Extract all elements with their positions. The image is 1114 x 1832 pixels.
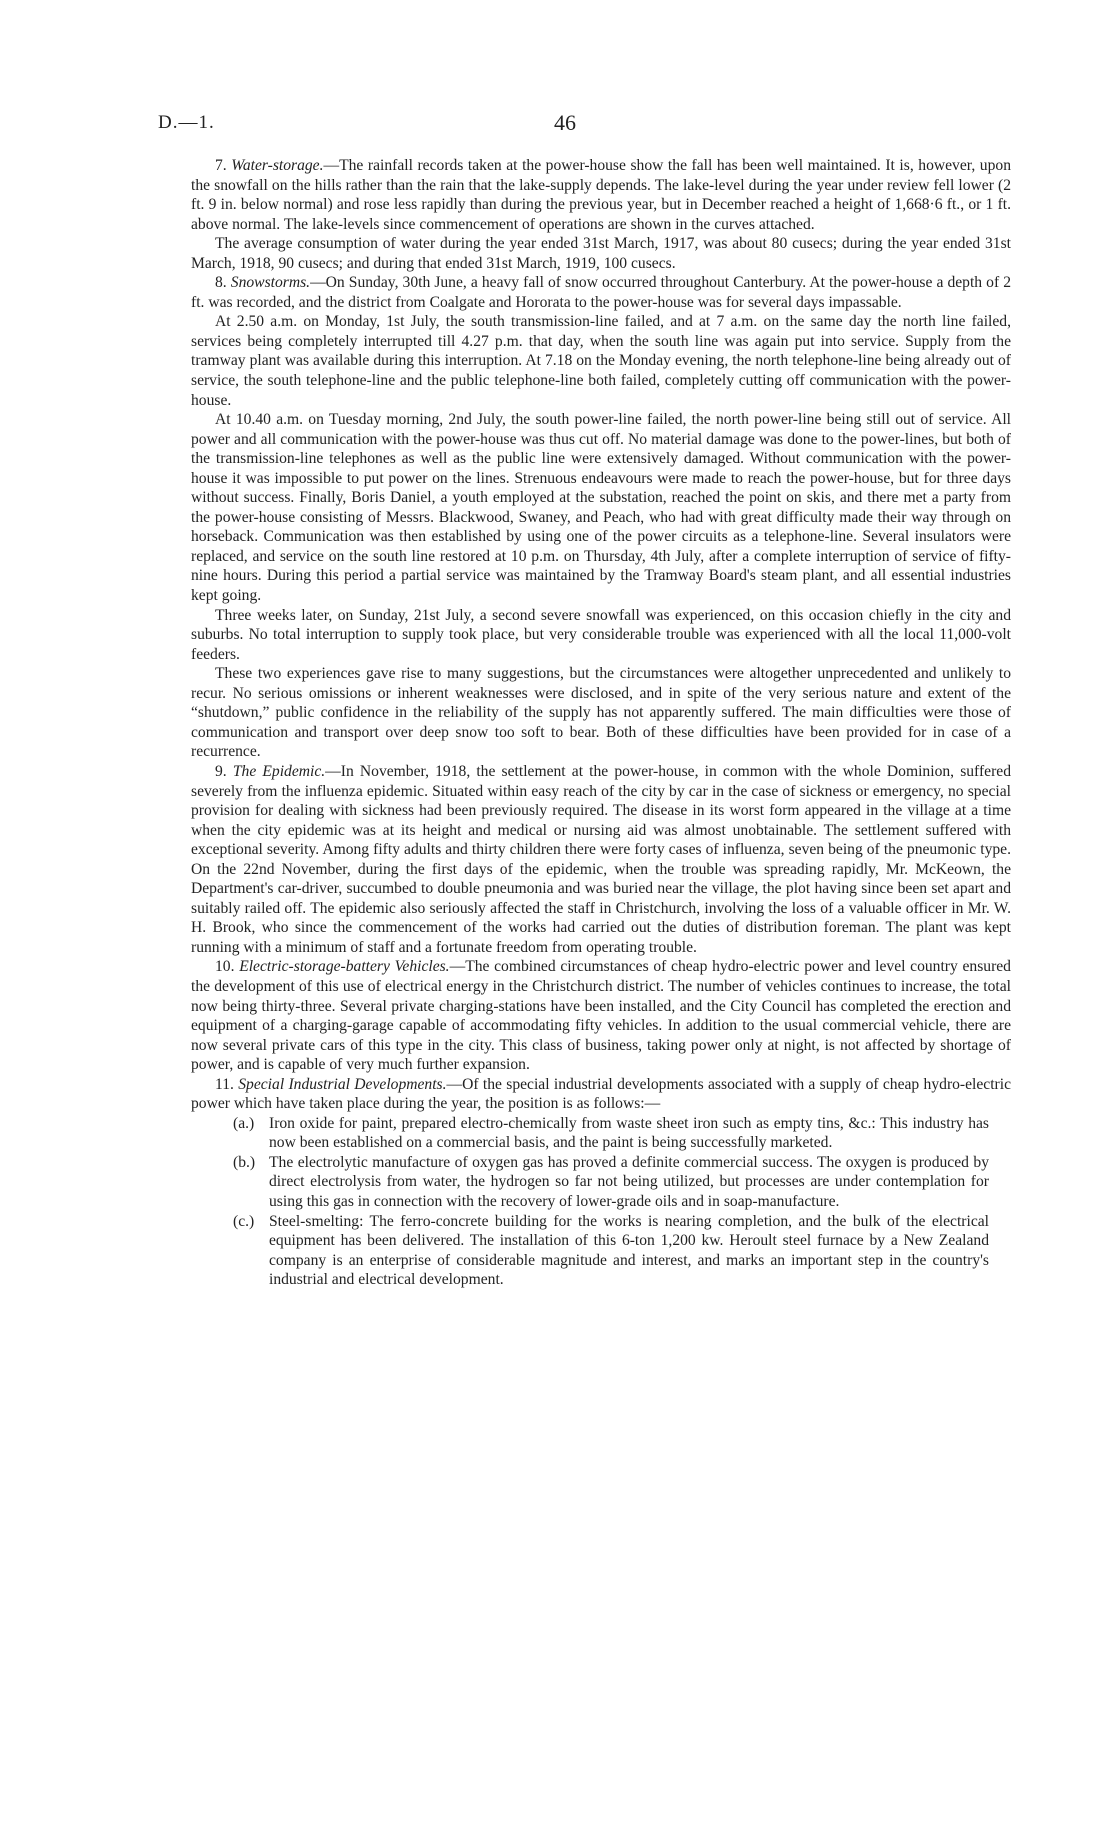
list-item-text: Iron oxide for paint, prepared electro-chemically from waste sheet iron such as empty tins, &c.: This industry has now been established on a commercial basis, and the paint is being successfully marketed. — [269, 1114, 989, 1152]
document-reference: D.—1. — [158, 112, 215, 133]
list-item-text: Steel-smelting: The ferro-concrete building for the works is nearing completion, and the bulk of the electrical equipment has been delivered. The installation of this 6-ton 1,200 kw. Heroult steel furnace by a New Zealand company is an enterprise of considerable magnitude and interest, and marks an important step in the country's industrial and electrical development. — [269, 1212, 989, 1289]
paragraph-number: 11. — [215, 1075, 234, 1093]
developments-list — [191, 1114, 1011, 1290]
paragraph-8 — [191, 273, 1011, 312]
paragraph-8e: These two experiences gave rise to many suggestions, but the circumstances were altogether unprecedented and unlikely to recur. No serious omissions or inherent weaknesses were disclosed, and in spite of the very serious nature and extent of the “shutdown,” public confidence in the reliability of the supply has not apparently suffered. The main difficulties were those of communication and transport over deep snow too soft to bear. Both of these difficulties have been provided for in case of a recurrence. — [191, 665, 1011, 761]
paragraph-text: —The combined circumstances of cheap hydro-electric power and level country ensured the development of this use of electrical energy in the Christchurch district. The number of vehicles continues to increase, the total now being thirty-three. Several private charging-stations have been installed, and the City Council has completed the erection and equipment of a charging-garage capable of accommodating fifty vehicles. In addition to the usual commercial vehicle, there are now several private cars of this type in the city. This class of business, taking power only at night, is not affected by shortage of power, and is capable of very much further expansion. — [191, 958, 1011, 1074]
section-title: Water-storage. — [231, 157, 324, 174]
paragraph-11 — [191, 1075, 1011, 1114]
paragraph-text: —In November, 1918, the settlement at the power-house, in common with the whole Dominion, suffered severely from the influenza epidemic. Situated within easy reach of the city by car in the case of sickness or emergency, no special provision for dealing with sickness had been previously required. The disease in its worst form appeared in the village at a time when the city epidemic was at its height and medical or nursing aid was almost unobtainable. The settlement suffered with exceptional severity. Among fifty adults and thirty children there were forty cases of influenza, seven being of the pneumonic type. On the 22nd November, during the first days of the epidemic, when the trouble was spreading rapidly, Mr. McKeown, the Department's car-driver, succumbed to double pneumonia and was buried near the village, the plot having since been set apart and suitably railed off. The epidemic also seriously affected the staff in Christchurch, involving the loss of a valuable officer in Mr. W. H. Brook, who since the commencement of the works had carried out the duties of distribution foreman. The plant was kept running with a minimum of staff and a fortunate freedom from operating trouble. — [191, 762, 1011, 956]
list-item-marker: (c.) — [233, 1212, 255, 1230]
paragraph-number: 9. — [215, 762, 227, 780]
page-number: 46 — [554, 110, 576, 135]
paragraph-8c: At 10.40 a.m. on Tuesday morning, 2nd July, the south power-line failed, the north power-line being still out of service. All power and all communication with the power-house was thus cut off. No material damage was done to the power-lines, but both of the transmission-line telephones as well as the public line were extensively damaged. Without communication with the power-house it was impossible to put power on the lines. Strenuous endeavours were made to reach the power-house, but for three days without success. Finally, Boris Daniel, a youth employed at the substation, reached the point on skis, and there met a party from the power-house consisting of Messrs. Blackwood, Swaney, and Peach, who had with great difficulty made their way through on horseback. Communication was then established by using one of the power circuits as a telephone-line. Several insulators were replaced, and service on the south line restored at 10 p.m. on Thursday, 4th July, after a complete interruption of service of fifty-nine hours. During this period a partial service was maintained by the Tramway Board's steam plant, and all essential industries kept going. — [191, 411, 1011, 605]
list-item — [191, 1114, 1011, 1153]
section-title: Special Industrial Developments. — [238, 1075, 447, 1093]
paragraph-8d: Three weeks later, on Sunday, 21st July, a second severe snowfall was experienced, on this occasion chiefly in the city and suburbs. No total interruption to supply took place, but very considerable trouble was experienced with all the local 11,000-volt feeders. — [191, 606, 1011, 663]
list-item — [191, 1212, 1011, 1290]
paragraph-number: 7. — [215, 157, 227, 174]
list-item-marker: (a.) — [233, 1114, 255, 1132]
paragraph-text: —The rainfall records taken at the power-house show the fall has been well maintained. It is, however, upon the snowfall on the hills rather than the rain that the lake-supply depends. The lake-level during the year under review fell lower (2 ft. 9 in. below normal) and rose less rapidly than during the previous year, but in December reached a height of 1,668·6 ft., or 1 ft. above normal. The lake-levels since commencement of operations are shown in the curves attached. — [191, 157, 1011, 233]
paragraph-9 — [191, 762, 1011, 957]
section-title: Snowstorms. — [230, 274, 311, 292]
document-body — [191, 156, 1011, 1290]
list-item-marker: (b.) — [233, 1153, 256, 1171]
list-item — [191, 1153, 1011, 1212]
paragraph-7b: The average consumption of water during the year ended 31st March, 1917, was about 80 cusecs; during the year ended 31st March, 1918, 90 cusecs; and during that ended 31st March, 1919, 100 cusecs. — [191, 235, 1011, 272]
paragraph-number: 10. — [215, 958, 235, 976]
section-title: The Epidemic. — [232, 762, 326, 780]
paragraph-10 — [191, 957, 1011, 1074]
section-title: Electric-storage-battery Vehicles. — [239, 958, 450, 976]
paragraph-text: —Of the special industrial developments associated with a supply of cheap hydro-electric power which have taken place during the year, the position is as follows:— — [191, 1075, 1011, 1113]
paragraph-text: —On Sunday, 30th June, a heavy fall of snow occurred throughout Canterbury. At the power-house a depth of 2 ft. was recorded, and the district from Coalgate and Hororata to the power-house was for several days impassable. — [191, 274, 1012, 311]
paragraph-8b: At 2.50 a.m. on Monday, 1st July, the south transmission-line failed, and at 7 a.m. on the same day the north line failed, services being completely interrupted till 4.27 p.m. that day, when the south line was again put into service. Supply from the tramway plant was available during this interruption. At 7.18 on the Monday evening, the north telephone-line being already out of service, the south telephone-line and the public telephone-line both failed, completely cutting off communication with the power-house. — [191, 313, 1011, 409]
paragraph-number: 8. — [215, 274, 227, 292]
list-item-text: The electrolytic manufacture of oxygen gas has proved a definite commercial success. The oxygen is produced by direct electrolysis from water, the hydrogen so far not being utilized, but processes are under contemplation for using this gas in connection with the recovery of lower-grade oils and in soap-manufacture. — [269, 1153, 989, 1210]
paragraph-7 — [191, 156, 1011, 234]
